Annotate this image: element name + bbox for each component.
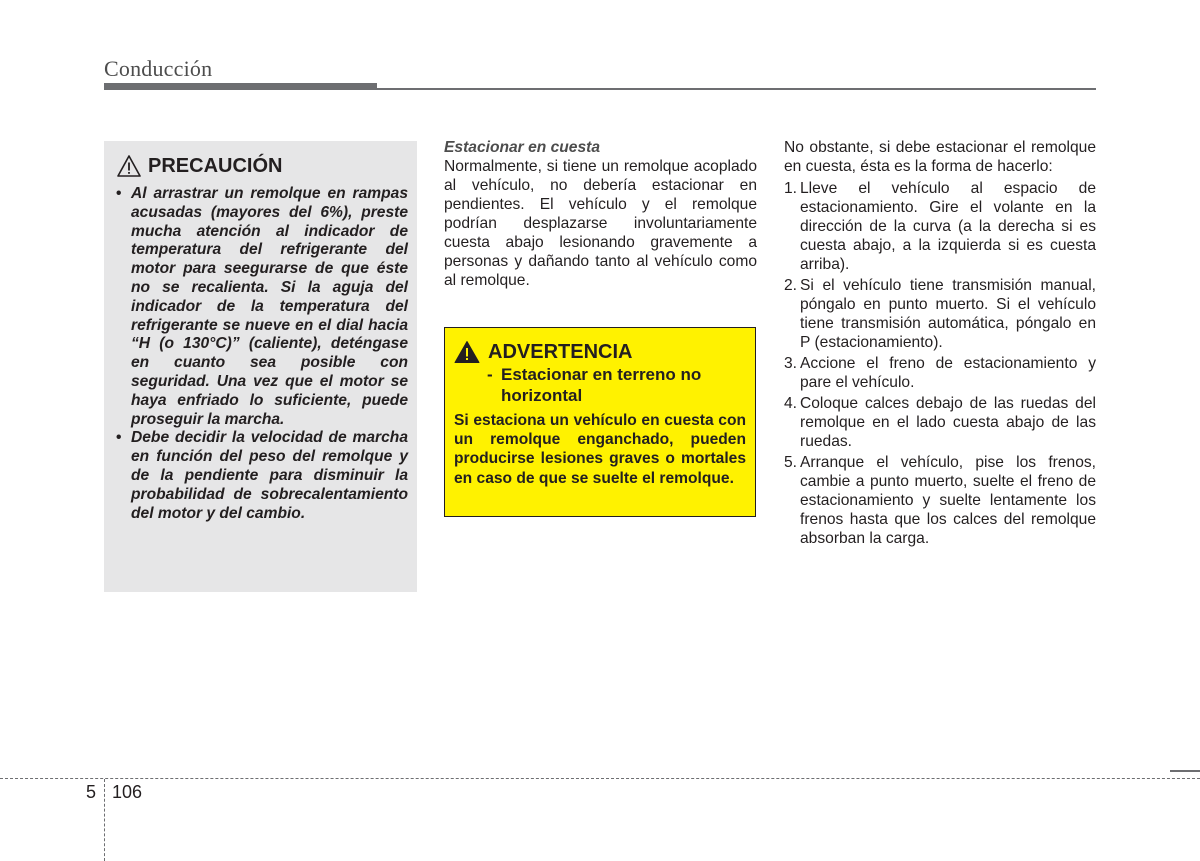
caution-bullet: • Al arrastrar un remolque en rampas acusadas (mayores del 6%), preste mucha atención al indicador de temperatura del refrigerante del motor para seegurarse de que éste no se recalienta. Si la aguja del indicador de la temperatura del refrigerante se nueve en el dial hacia “H (o 130°C)” (caliente), deténgase en cuanto sea posible con seguridad. Una vez que el motor se haya enfriado lo suficiente, puede proseguir la marcha.: [116, 185, 408, 428]
caution-bullet: • Debe decidir la velocidad de marcha en función del peso del remolque y de la pendiente para disminuir la probabilidad de sobrecalentamiento del motor y del cambio.: [116, 429, 408, 522]
procedure-step: 3. Accione el freno de estacionamiento y pare el vehículo.: [784, 355, 1096, 391]
procedure-column: [784, 138, 1096, 550]
procedure-step: 1. Lleve el vehículo al espacio de estacionamiento. Gire el volante en la dirección de la curva (a la derecha si es cuesta abajo, a la izquierda si es cuesta arriba).: [784, 180, 1096, 273]
procedure-steps: [784, 179, 1096, 548]
procedure-step: 5. Arranque el vehículo, pise los frenos, cambie a punto muerto, suelte el freno de estacionamiento y suelte lentamente los frenos hasta que los calces del remolque absorban la carga.: [784, 454, 1096, 547]
section-column: [444, 138, 757, 290]
warning-box: [444, 327, 756, 517]
section-heading: Estacionar en cuesta: [444, 139, 601, 156]
procedure-step: 2. Si el vehículo tiene transmisión manual, póngalo en punto muerto. Si el vehículo tiene transmisión automática, póngalo en P (estacionamiento).: [784, 277, 1096, 351]
page-title: Conducción: [104, 56, 213, 81]
footer-edge-mark: [1170, 770, 1200, 772]
warning-body: Si estaciona un vehículo en cuesta con un remolque enganchado, pueden producirse lesiones graves o mortales en caso de que se suelte el remolque.: [454, 412, 746, 487]
page-number: 106: [112, 782, 143, 802]
caution-box: [104, 141, 417, 592]
chapter-number: 5: [86, 782, 97, 802]
header-rule: [104, 88, 1096, 90]
warning-title: ADVERTENCIA: [488, 340, 633, 363]
warning-subtitle: - Estacionar en terreno no horizontal: [487, 365, 702, 405]
warning-header: [454, 340, 746, 364]
footer-divider: [0, 778, 1200, 779]
section-intro: Normalmente, si tiene un remolque acoplado al vehículo, no debería estacionar en pendientes. El vehículo y el remolque podrían desplazarse involuntariamente cuesta abajo lesionando gravemente a personas y dañando tanto al vehículo como al remolque.: [444, 158, 757, 289]
footer-vertical-divider: [104, 779, 105, 861]
warning-triangle-icon: [454, 340, 480, 364]
caution-triangle-icon: [116, 154, 142, 178]
procedure-intro: No obstante, si debe estacionar el remolque en cuesta, ésta es la forma de hacerlo:: [784, 139, 1096, 175]
caution-header: [116, 151, 408, 181]
caution-list: [116, 185, 408, 523]
procedure-step: 4. Coloque calces debajo de las ruedas del remolque en el lado cuesta abajo de las ruedas.: [784, 395, 1096, 450]
caution-title: PRECAUCIÓN: [148, 154, 283, 177]
